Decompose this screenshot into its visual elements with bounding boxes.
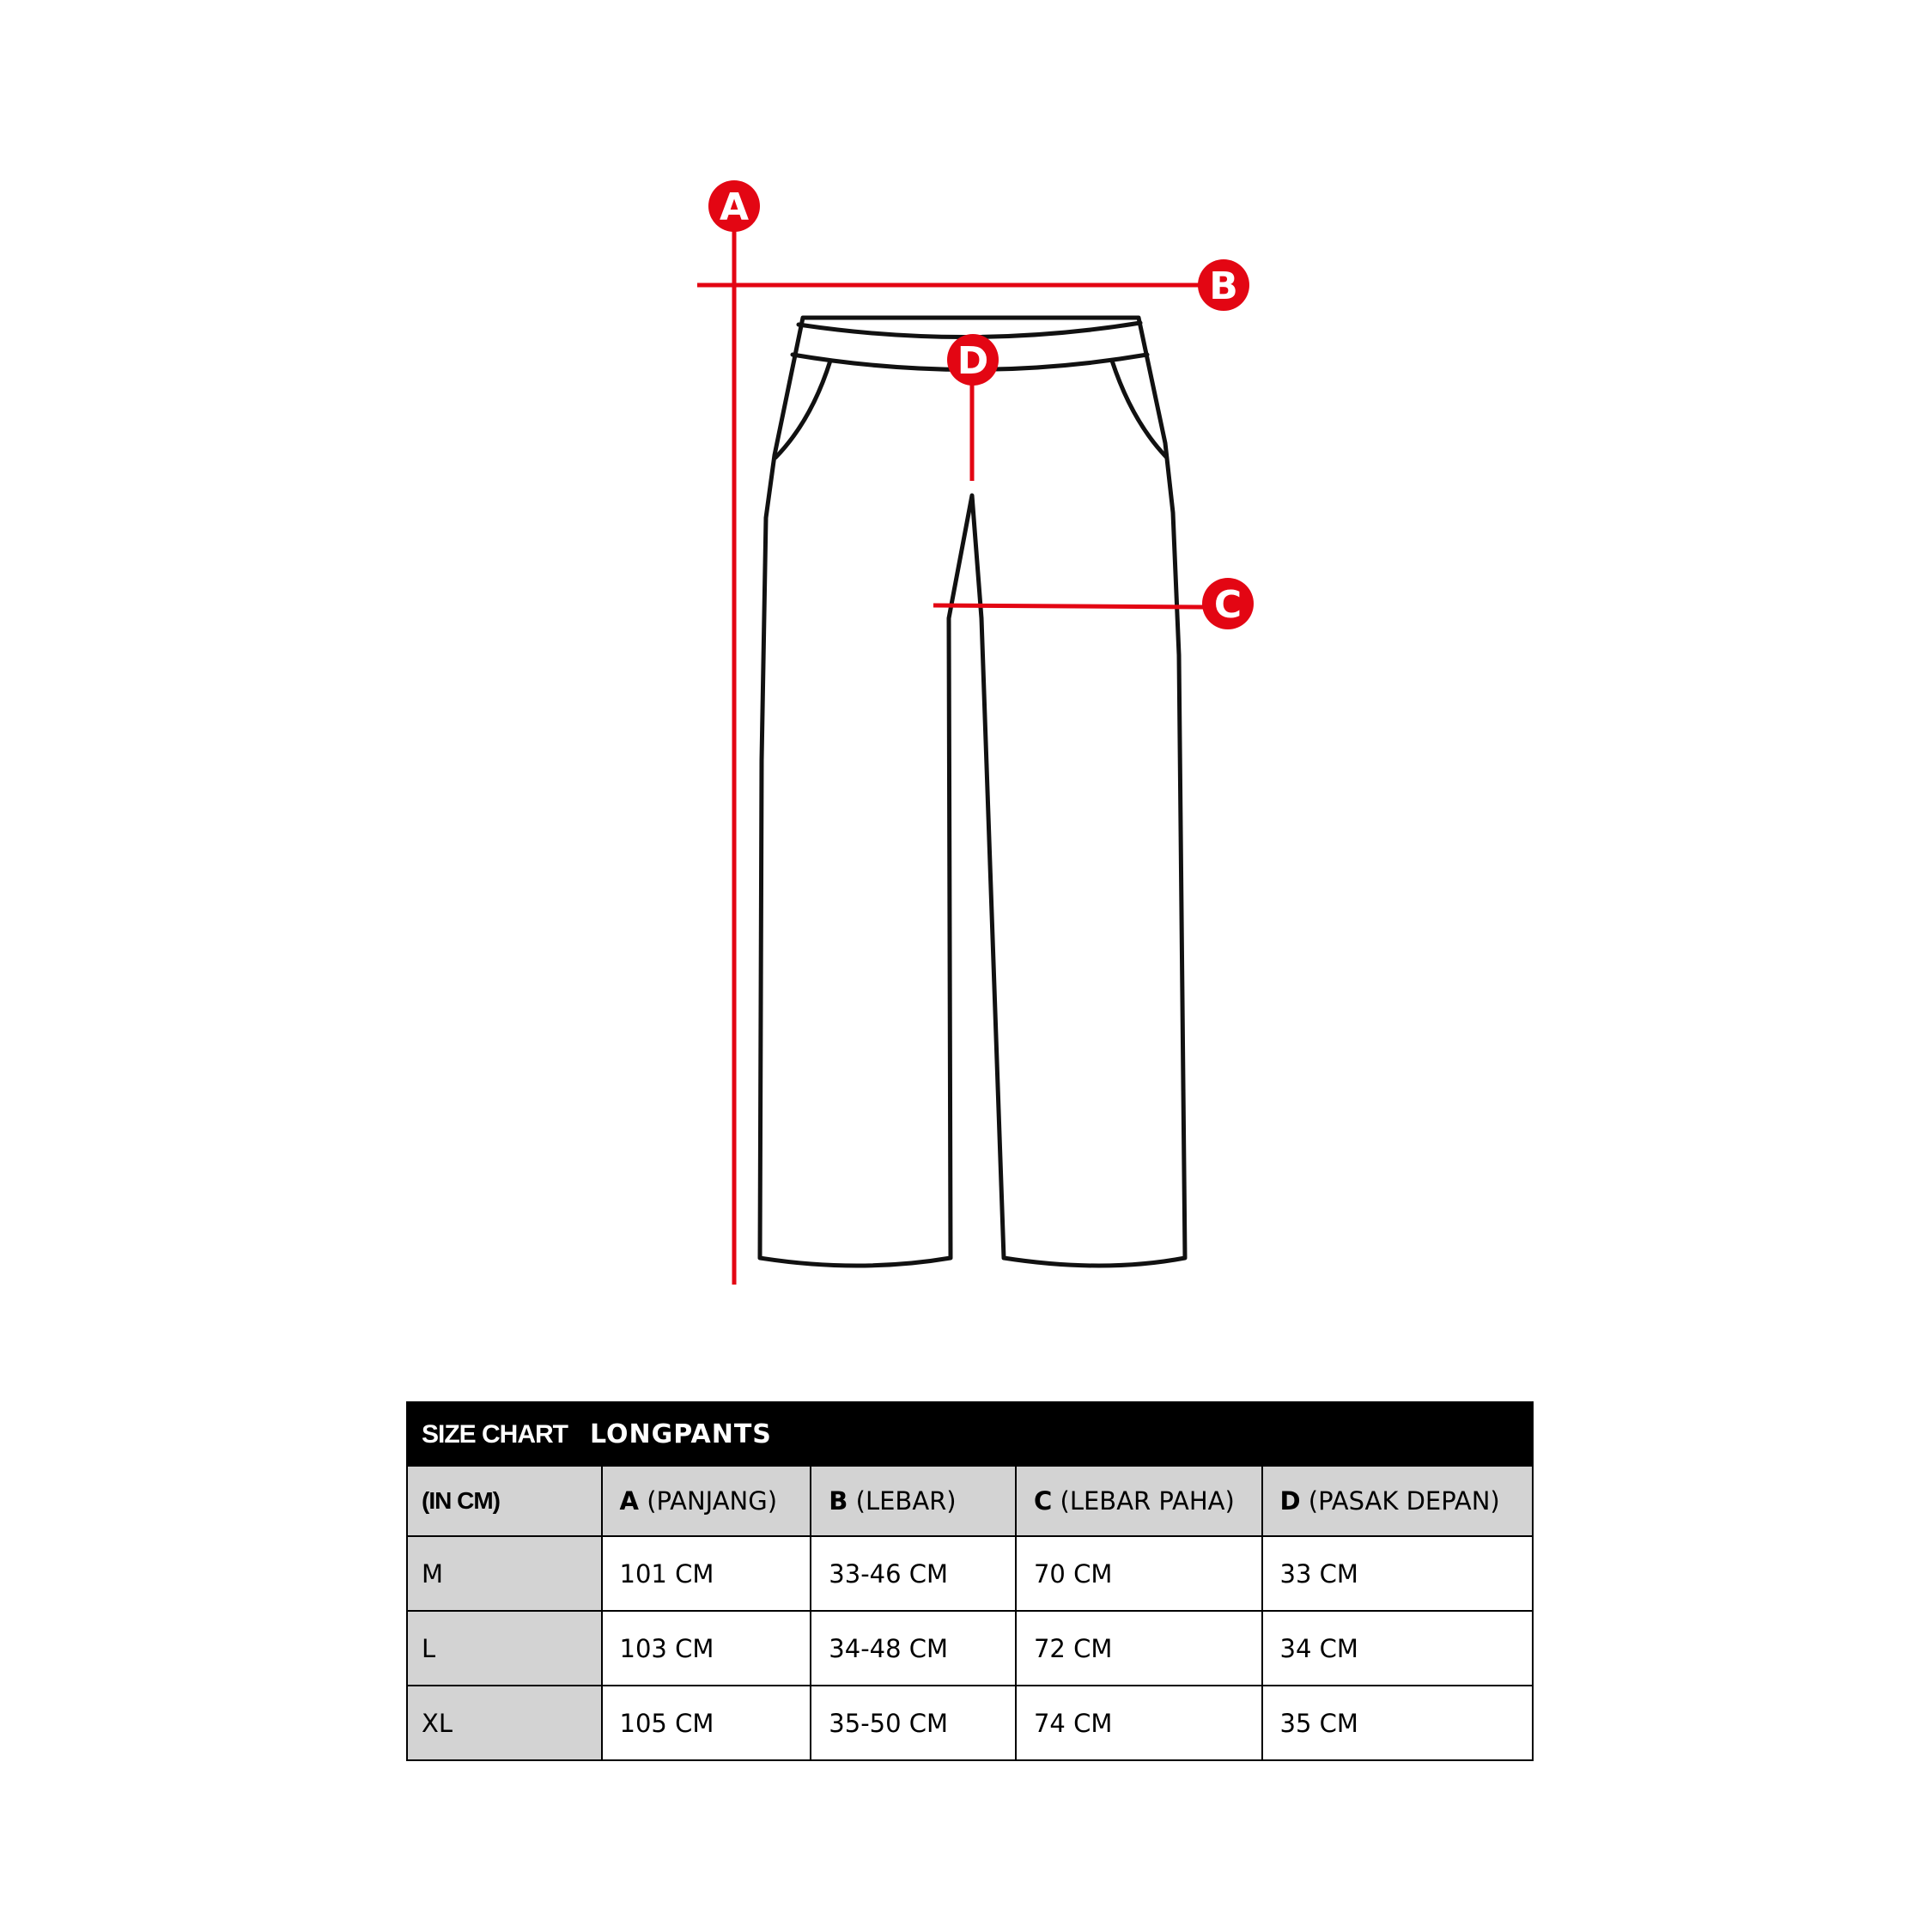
value-cell: 72 CM bbox=[1016, 1611, 1262, 1686]
column-header-d bbox=[1262, 1466, 1534, 1536]
table-header-row bbox=[407, 1466, 1533, 1536]
column-letter-b: B bbox=[829, 1486, 848, 1516]
value-cell: 33 CM bbox=[1262, 1536, 1534, 1611]
column-label-a: (PANJANG) bbox=[647, 1486, 778, 1516]
column-letter-a: A bbox=[619, 1486, 639, 1516]
marker-d bbox=[947, 334, 999, 386]
value-cell: 33-46 CM bbox=[811, 1536, 1016, 1611]
size-chart-table bbox=[406, 1401, 1534, 1761]
value-cell: 101 CM bbox=[602, 1536, 811, 1611]
product-name: LONGPANTS bbox=[590, 1419, 772, 1449]
line-c-thigh bbox=[933, 605, 1206, 607]
value-cell: 34-48 CM bbox=[811, 1611, 1016, 1686]
value-cell: 34 CM bbox=[1262, 1611, 1534, 1686]
column-header-b bbox=[811, 1466, 1016, 1536]
value-cell: 35 CM bbox=[1262, 1686, 1534, 1760]
column-label-c: (LEBAR PAHA) bbox=[1060, 1486, 1235, 1516]
value-cell: 70 CM bbox=[1016, 1536, 1262, 1611]
marker-d-label: D bbox=[957, 339, 989, 383]
table-title-row bbox=[407, 1402, 1533, 1466]
value-cell: 103 CM bbox=[602, 1611, 811, 1686]
table-row bbox=[407, 1536, 1533, 1611]
value-cell: 35-50 CM bbox=[811, 1686, 1016, 1760]
marker-b bbox=[1198, 259, 1249, 311]
column-letter-d: D bbox=[1279, 1486, 1301, 1516]
table-row bbox=[407, 1686, 1533, 1760]
size-cell: L bbox=[407, 1611, 602, 1686]
marker-b-label: B bbox=[1209, 264, 1238, 308]
table-row bbox=[407, 1611, 1533, 1686]
column-header-c bbox=[1016, 1466, 1262, 1536]
value-cell: 74 CM bbox=[1016, 1686, 1262, 1760]
column-letter-c: C bbox=[1033, 1486, 1053, 1516]
marker-a-label: A bbox=[719, 185, 750, 229]
column-header-a bbox=[602, 1466, 811, 1536]
marker-c-label: C bbox=[1213, 583, 1242, 627]
size-chart-label: SIZE CHART bbox=[422, 1419, 568, 1449]
column-label-b: (LEBAR) bbox=[855, 1486, 957, 1516]
marker-c bbox=[1202, 578, 1254, 629]
unit-header: (IN CM) bbox=[407, 1466, 602, 1536]
size-cell: XL bbox=[407, 1686, 602, 1760]
column-label-d: (PASAK DEPAN) bbox=[1308, 1486, 1500, 1516]
table-title-cell bbox=[407, 1402, 1533, 1466]
value-cell: 105 CM bbox=[602, 1686, 811, 1760]
marker-a bbox=[708, 180, 760, 232]
size-cell: M bbox=[407, 1536, 602, 1611]
